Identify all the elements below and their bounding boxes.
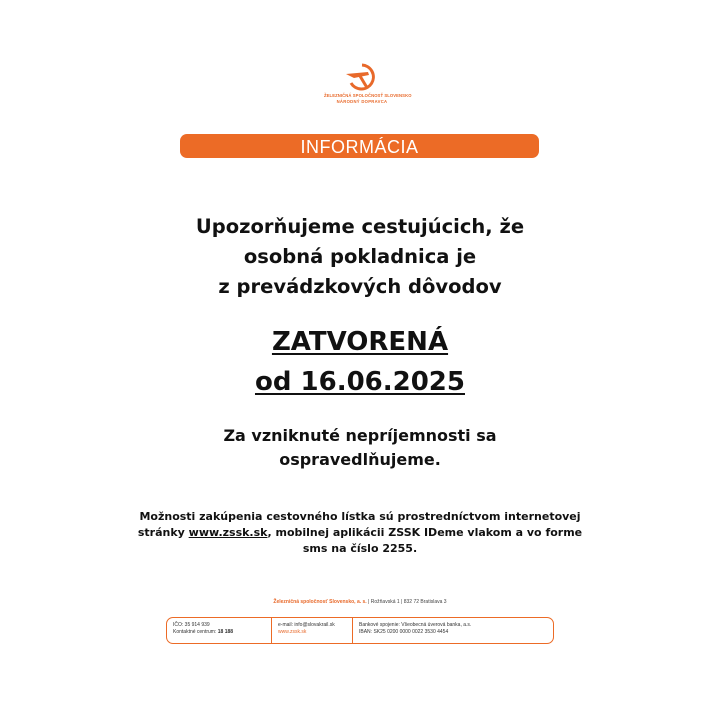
purchase-line-1: Možnosti zakúpenia cestovného lístka sú prostredníctvom internetovej <box>139 510 581 523</box>
purchase-line-2-prefix: stránky <box>137 526 189 539</box>
footer-contact-box <box>166 617 554 644</box>
footer-web-link[interactable]: www.zssk.sk <box>278 629 307 635</box>
footer-contact-label: Kontaktné centrum: <box>173 629 218 635</box>
logo-tagline: NÁRODNÝ DOPRAVCA <box>336 99 388 104</box>
footer-column-bank <box>352 618 553 643</box>
purchase-options <box>120 509 600 557</box>
apology-line-2: ospravedlňujeme. <box>279 450 441 469</box>
apology-line-1: Za vzniknuté nepríjemnosti sa <box>223 426 497 445</box>
purchase-line-3: sms na číslo 2255. <box>302 542 418 555</box>
zssk-website-link[interactable]: www.zssk.sk <box>188 526 268 539</box>
footer-address: | Rožňavská 1 | 832 72 Bratislava 3 <box>366 599 447 605</box>
apology-text <box>120 424 600 472</box>
zssk-logo <box>324 62 412 108</box>
footer-email[interactable]: e-mail: info@slovakrail.sk <box>278 622 335 628</box>
closure-status <box>120 322 600 402</box>
closed-heading: ZATVORENÁ <box>271 327 449 357</box>
footer-column-ids <box>167 618 271 643</box>
zssk-logo-emblem-icon <box>342 62 382 92</box>
footer-company-line <box>120 599 600 605</box>
footer-contact-number: 18 188 <box>217 629 234 635</box>
message-line-1: Upozorňujeme cestujúcich, že <box>195 215 525 238</box>
message-line-3: z prevádzkových dôvodov <box>218 275 502 298</box>
footer-iban: IBAN: SK25 0200 0000 0022 3530 4454 <box>359 629 449 635</box>
message-line-2: osobná pokladnica je <box>243 245 477 268</box>
footer-column-online <box>271 618 352 643</box>
footer-company-name: Železničná spoločnosť Slovensko, a. s. <box>273 599 367 605</box>
purchase-line-2-suffix: , mobilnej aplikácii ZSSK IDeme vlakom a vo forme <box>267 526 583 539</box>
footer-ico: IČO: 35 914 939 <box>173 622 210 628</box>
logo-company-name: ŽELEZNIČNÁ SPOLOČNOSŤ SLOVENSKO <box>324 93 412 98</box>
footer-contact-center <box>173 629 265 636</box>
purchase-line-2 <box>120 525 600 541</box>
closure-date: od 16.06.2025 <box>254 367 465 397</box>
footer-bank: Bankové spojenie: Všeobecná úverová banka, a.s. <box>359 622 472 628</box>
information-banner: INFORMÁCIA <box>180 134 539 158</box>
notice-message <box>120 212 600 302</box>
